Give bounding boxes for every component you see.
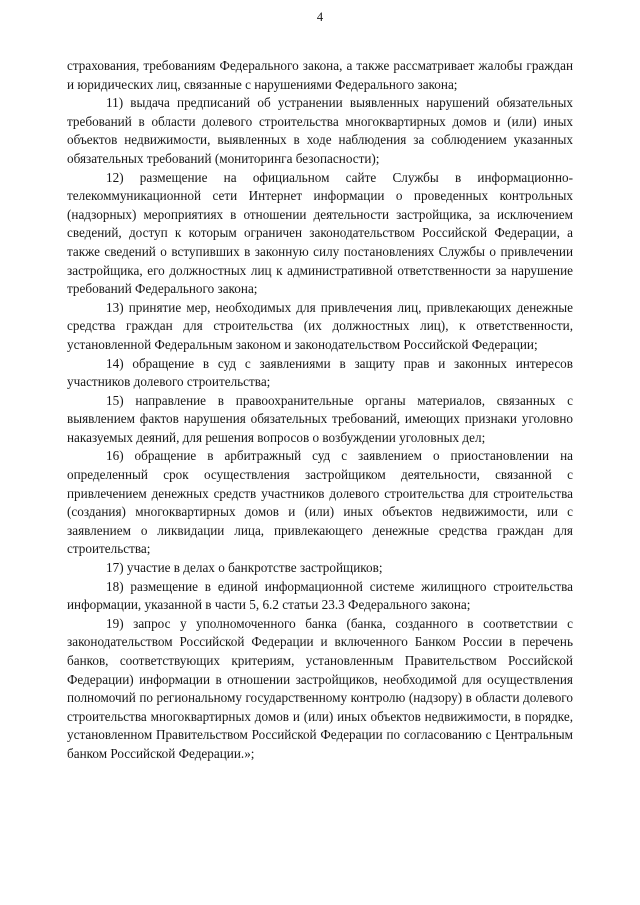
page-number: 4	[316, 10, 324, 24]
list-item-11: 11) выдача предписаний об устранении выявленных нарушений обязательных требований в области долевого строительства многоквартирных домов и (или) иных объектов недвижимости, выявленных в ходе наблюдения за соблюдением указанных обязательных требований (мониторинга безопасности);	[67, 95, 573, 166]
list-item-12: 12) размещение на официальном сайте Службы в информационно-телекоммуникационной сети Интернет информации о проведенных контрольных (надзорных) мероприятиях в отношении деятельности застройщика, за исключением сведений, доступ к которым ограничен законодательством Российской Федерации, а также сведений о вступивших в законную силу постановлениях Службы о привлечении застройщика, его должностных лиц к административной ответственности за нарушение требований Федерального закона;	[67, 169, 573, 297]
list-item-19: 19) запрос у уполномоченного банка (банка, созданного в соответствии с законодательством Российской Федерации и включенного Банком России в перечень банков, соответствующих критериям, установленным Правительством Российской Федерации) информации в отношении застройщиков, необходимой для осуществления полномочий по региональному государственному контролю (надзору) в области долевого строительства многоквартирных домов и (или) иных объектов недвижимости, в порядке, установленном Правительством Российской Федерации по согласованию с Центральным банком Российской Федерации.»;	[67, 615, 573, 761]
list-item-17: 17) участие в делах о банкротстве застройщиков;	[106, 560, 383, 576]
paragraph-continuation: страхования, требованиям Федерального закона, а также рассматривает жалобы граждан и юридических лиц, связанные с нарушениями Федерального закона;	[67, 58, 573, 92]
list-item-16: 16) обращение в арбитражный суд с заявлением о приостановлении на определенный срок осуществления застройщиком деятельности, связанной с привлечением денежных средств участников долевого строительства для строительства (создания) многоквартирных домов и (или) иных объектов недвижимости, или с заявлением о ликвидации лица, привлекающего денежные средства граждан для строительства;	[67, 448, 573, 557]
list-item-15: 15) направление в правоохранительные органы материалов, связанных с выявлением фактов нарушения обязательных требований, имеющих признаки уголовно наказуемых деяний, для решения вопросов о возбуждении уголовных дел;	[67, 392, 573, 445]
document-body	[67, 57, 573, 764]
list-item-18: 18) размещение в единой информационной системе жилищного строительства информации, указанной в части 5, 6.2 статьи 23.3 Федерального закона;	[67, 578, 573, 613]
list-item-14: 14) обращение в суд с заявлениями в защиту прав и законных интересов участников долевого строительства;	[67, 355, 573, 390]
list-item-13: 13) принятие мер, необходимых для привлечения лиц, привлекающих денежные средства граждан для строительства (их должностных лиц), к ответственности, установленной Федеральным законом и законодательством Российской Федерации;	[67, 299, 573, 352]
